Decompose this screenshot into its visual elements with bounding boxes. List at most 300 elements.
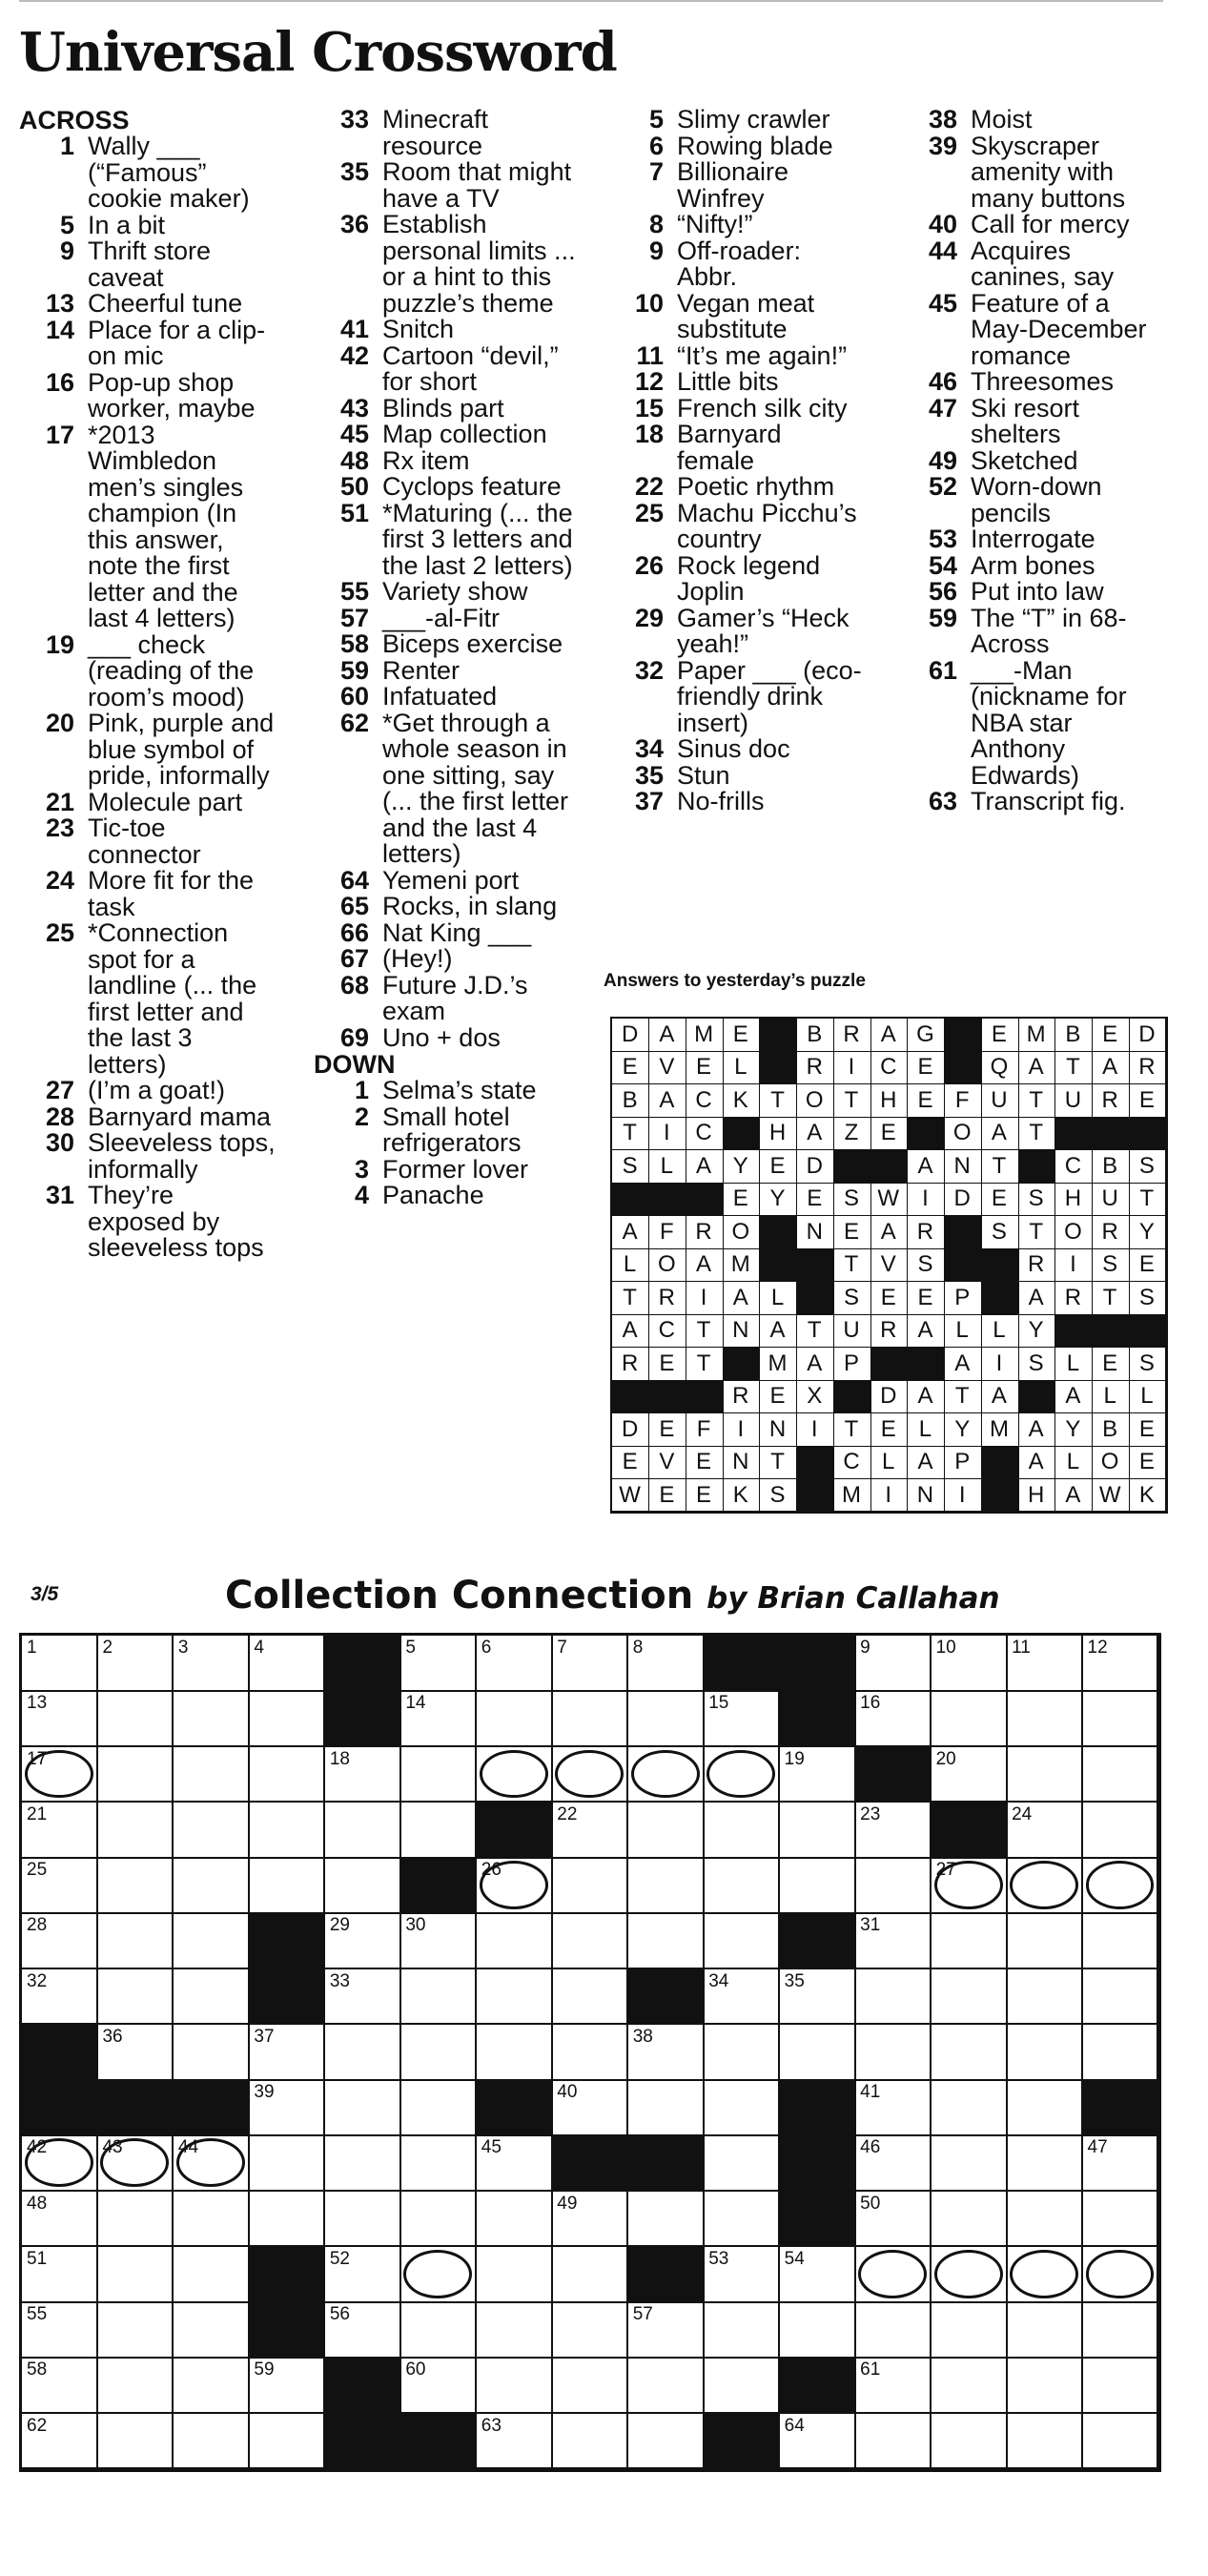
grid-cell[interactable] bbox=[1007, 2302, 1083, 2359]
grid-cell[interactable] bbox=[628, 2414, 705, 2470]
grid-cell[interactable] bbox=[174, 1691, 250, 1747]
answer-letter: L bbox=[945, 1314, 982, 1348]
grid-cell[interactable] bbox=[1083, 1803, 1159, 1859]
clue-number: 5 bbox=[648, 105, 664, 134]
clue bbox=[314, 1183, 590, 1209]
grid-cell[interactable] bbox=[1007, 2025, 1083, 2081]
grid-cell[interactable] bbox=[1007, 2414, 1083, 2470]
grid-cell[interactable] bbox=[22, 1747, 98, 1803]
clue-text: French silk city bbox=[677, 393, 848, 422]
grid-cell[interactable] bbox=[1007, 2358, 1083, 2414]
clue bbox=[314, 393, 590, 422]
clue-number: 19 bbox=[45, 629, 74, 659]
grid-cell[interactable] bbox=[780, 1803, 856, 1859]
grid-cell[interactable] bbox=[855, 1691, 932, 1747]
grid-cell[interactable] bbox=[704, 1858, 780, 1914]
grid-cell[interactable] bbox=[855, 2135, 932, 2192]
answer-letter: I bbox=[870, 1479, 908, 1513]
grid-cell[interactable] bbox=[932, 2302, 1008, 2359]
grid-cell[interactable] bbox=[780, 1858, 856, 1914]
grid-cell[interactable] bbox=[400, 1803, 477, 1859]
clue-text: No-frills bbox=[677, 787, 765, 815]
clue bbox=[314, 474, 590, 501]
grid-cell[interactable] bbox=[932, 1969, 1008, 2026]
grid-cell[interactable] bbox=[477, 2302, 553, 2359]
answer-letter: Y bbox=[945, 1413, 982, 1447]
answer-black-square bbox=[1129, 1314, 1166, 1348]
grid-cell[interactable] bbox=[174, 2414, 250, 2470]
grid-cell[interactable] bbox=[552, 2358, 628, 2414]
grid-cell[interactable] bbox=[932, 2247, 1008, 2303]
grid-cell[interactable] bbox=[174, 2302, 250, 2359]
clue-text: Sketched bbox=[971, 445, 1078, 475]
grid-cell[interactable] bbox=[855, 1913, 932, 1969]
grid-cell[interactable] bbox=[1083, 2025, 1159, 2081]
grid-cell[interactable] bbox=[628, 2192, 705, 2248]
grid-cell[interactable] bbox=[477, 1858, 553, 1914]
grid-cell[interactable] bbox=[704, 1913, 780, 1969]
grid-cell[interactable] bbox=[780, 2414, 856, 2470]
grid-cell[interactable] bbox=[855, 2247, 932, 2303]
grid-cell[interactable] bbox=[477, 2358, 553, 2414]
grid-cell[interactable] bbox=[855, 2414, 932, 2470]
grid-cell[interactable] bbox=[400, 2025, 477, 2081]
grid-cell[interactable] bbox=[628, 1636, 705, 1692]
grid-cell[interactable] bbox=[628, 2302, 705, 2359]
grid-cell[interactable] bbox=[932, 1858, 1008, 1914]
grid-cell[interactable] bbox=[325, 1858, 401, 1914]
clue bbox=[608, 603, 866, 658]
answer-black-square bbox=[760, 1051, 797, 1084]
grid-cell[interactable] bbox=[325, 1913, 401, 1969]
grid-cell[interactable] bbox=[325, 2192, 401, 2248]
grid-cell[interactable] bbox=[249, 2192, 325, 2248]
clue-number: 27 bbox=[45, 1076, 74, 1104]
grid-cell[interactable] bbox=[1083, 1747, 1159, 1803]
answer-letter: E bbox=[723, 1183, 760, 1216]
answer-letter: H bbox=[1055, 1183, 1093, 1216]
clue bbox=[608, 422, 866, 474]
answer-letter: M bbox=[723, 1248, 760, 1282]
grid-cell[interactable] bbox=[1007, 1913, 1083, 1969]
grid-cell[interactable] bbox=[325, 1969, 401, 2026]
grid-cell[interactable] bbox=[704, 1969, 780, 2026]
clue-number: 66 bbox=[339, 917, 369, 947]
answer-black-square bbox=[1018, 1380, 1055, 1413]
grid-cell[interactable] bbox=[552, 1969, 628, 2026]
grid-cell[interactable] bbox=[325, 1747, 401, 1803]
grid-cell[interactable] bbox=[1007, 2080, 1083, 2136]
grid-cell[interactable] bbox=[1083, 2192, 1159, 2248]
clue-text: “It’s me again!” bbox=[677, 340, 848, 370]
grid-cell[interactable] bbox=[628, 1747, 705, 1803]
grid-cell[interactable] bbox=[477, 2135, 553, 2192]
answer-black-square bbox=[1055, 1117, 1093, 1150]
grid-cell[interactable] bbox=[400, 1636, 477, 1692]
grid-cell[interactable] bbox=[628, 1858, 705, 1914]
grid-cell[interactable] bbox=[780, 1747, 856, 1803]
grid-cell[interactable] bbox=[477, 2247, 553, 2303]
grid-cell[interactable] bbox=[552, 2025, 628, 2081]
grid-cell[interactable] bbox=[1083, 2302, 1159, 2359]
grid-cell[interactable] bbox=[97, 2247, 174, 2303]
grid-cell[interactable] bbox=[1007, 2247, 1083, 2303]
clue-number: 9 bbox=[59, 237, 74, 265]
answer-letter: T bbox=[760, 1446, 797, 1479]
black-square bbox=[400, 1858, 477, 1914]
grid-cell[interactable] bbox=[97, 2302, 174, 2359]
answer-letter: I bbox=[981, 1348, 1018, 1381]
grid-cell[interactable] bbox=[249, 2414, 325, 2470]
grid-cell[interactable] bbox=[628, 1913, 705, 1969]
grid-cell[interactable] bbox=[249, 2135, 325, 2192]
grid-cell[interactable] bbox=[174, 2025, 250, 2081]
clue-text: Infatuated bbox=[382, 682, 498, 711]
grid-cell[interactable] bbox=[704, 2192, 780, 2248]
grid-cell[interactable] bbox=[400, 1969, 477, 2026]
grid-cell[interactable] bbox=[628, 1803, 705, 1859]
grid-cell[interactable] bbox=[477, 1747, 553, 1803]
grid-cell[interactable] bbox=[325, 2135, 401, 2192]
grid-cell[interactable] bbox=[855, 2358, 932, 2414]
grid-cell[interactable] bbox=[932, 2192, 1008, 2248]
grid-cell[interactable] bbox=[855, 2080, 932, 2136]
grid-cell[interactable] bbox=[249, 1636, 325, 1692]
grid-cell[interactable] bbox=[855, 2192, 932, 2248]
clue-text: Pink, purple and blue symbol of pride, informally bbox=[88, 709, 275, 790]
grid-cell[interactable] bbox=[22, 1803, 98, 1859]
grid-cell[interactable] bbox=[97, 1691, 174, 1747]
clue-number: 6 bbox=[648, 131, 664, 160]
grid-cell[interactable] bbox=[855, 1969, 932, 2026]
clue bbox=[19, 1104, 276, 1131]
grid-cell[interactable] bbox=[97, 1803, 174, 1859]
grid-cell[interactable] bbox=[704, 2135, 780, 2192]
black-square bbox=[249, 2247, 325, 2303]
grid-cell[interactable] bbox=[552, 2192, 628, 2248]
grid-cell[interactable] bbox=[174, 1858, 250, 1914]
grid-cell[interactable] bbox=[704, 2247, 780, 2303]
cell-number: 5 bbox=[405, 1638, 416, 1658]
grid-cell[interactable] bbox=[1083, 2414, 1159, 2470]
answer-letter: S bbox=[1093, 1248, 1130, 1282]
grid-cell[interactable] bbox=[477, 1636, 553, 1692]
clue-number: 33 bbox=[339, 105, 369, 134]
grid-cell[interactable] bbox=[704, 1803, 780, 1859]
answer-letter: N bbox=[908, 1479, 945, 1513]
answer-letter: E bbox=[908, 1084, 945, 1118]
clue-text: Variety show bbox=[382, 577, 528, 606]
clue bbox=[902, 288, 1169, 370]
grid-cell[interactable] bbox=[552, 2414, 628, 2470]
grid-cell[interactable] bbox=[1007, 1803, 1083, 1859]
grid-cell[interactable] bbox=[1083, 1913, 1159, 1969]
grid-cell[interactable] bbox=[477, 1691, 553, 1747]
grid-cell[interactable] bbox=[249, 2358, 325, 2414]
grid-cell[interactable] bbox=[97, 1747, 174, 1803]
answer-letter: X bbox=[797, 1380, 834, 1413]
grid-cell[interactable] bbox=[22, 2135, 98, 2192]
grid-cell[interactable] bbox=[174, 2192, 250, 2248]
answer-letter: E bbox=[981, 1183, 1018, 1216]
grid-cell[interactable] bbox=[552, 1747, 628, 1803]
clue-text: Cheerful tune bbox=[88, 289, 243, 318]
grid-cell[interactable] bbox=[22, 2192, 98, 2248]
clue-number: 4 bbox=[354, 1181, 369, 1209]
grid-cell[interactable] bbox=[1007, 2135, 1083, 2192]
clue-number: 31 bbox=[45, 1181, 74, 1209]
grid-cell[interactable] bbox=[855, 1636, 932, 1692]
grid-cell[interactable] bbox=[932, 2080, 1008, 2136]
grid-cell[interactable] bbox=[22, 1691, 98, 1747]
clue-text: Establish personal limits ... or a hint to this puzzle’s theme bbox=[382, 210, 576, 318]
grid-cell[interactable] bbox=[477, 1969, 553, 2026]
grid-cell[interactable] bbox=[22, 1913, 98, 1969]
grid-cell[interactable] bbox=[552, 2247, 628, 2303]
clue-number: 12 bbox=[634, 367, 664, 396]
circle-marker bbox=[480, 1750, 548, 1799]
grid-cell[interactable] bbox=[174, 1803, 250, 1859]
clue-number: 16 bbox=[45, 367, 74, 397]
grid-cell[interactable] bbox=[400, 1691, 477, 1747]
cell-number: 52 bbox=[329, 2248, 350, 2269]
grid-cell[interactable] bbox=[855, 1803, 932, 1859]
grid-cell[interactable] bbox=[400, 2302, 477, 2359]
grid-cell[interactable] bbox=[1007, 2192, 1083, 2248]
clue-text: Ski resort shelters bbox=[971, 393, 1080, 448]
clue bbox=[314, 340, 590, 396]
grid-cell[interactable] bbox=[552, 2302, 628, 2359]
answer-letter: R bbox=[1055, 1282, 1093, 1315]
grid-cell[interactable] bbox=[1083, 2247, 1159, 2303]
grid-cell[interactable] bbox=[174, 1913, 250, 1969]
cell-number: 12 bbox=[1087, 1638, 1108, 1658]
grid-cell[interactable] bbox=[1007, 1747, 1083, 1803]
grid-cell[interactable] bbox=[97, 2025, 174, 2081]
answer-letter: R bbox=[908, 1216, 945, 1249]
clue-number: 60 bbox=[339, 682, 369, 711]
cell-number: 38 bbox=[632, 2026, 653, 2047]
cell-number: 55 bbox=[27, 2304, 48, 2325]
grid-cell[interactable] bbox=[552, 1913, 628, 1969]
grid-cell[interactable] bbox=[97, 2358, 174, 2414]
grid-cell[interactable] bbox=[704, 2025, 780, 2081]
grid-cell[interactable] bbox=[628, 1691, 705, 1747]
clue-text: Little bits bbox=[677, 367, 779, 396]
grid-cell[interactable] bbox=[97, 2135, 174, 2192]
grid-cell[interactable] bbox=[325, 1803, 401, 1859]
grid-cell[interactable] bbox=[22, 2358, 98, 2414]
grid-cell[interactable] bbox=[22, 2414, 98, 2470]
grid-cell[interactable] bbox=[552, 1636, 628, 1692]
grid-cell[interactable] bbox=[325, 2247, 401, 2303]
cell-number: 6 bbox=[481, 1638, 492, 1658]
clue bbox=[19, 920, 276, 1078]
black-square bbox=[780, 2192, 856, 2248]
black-square bbox=[780, 2135, 856, 2192]
grid-cell[interactable] bbox=[932, 1691, 1008, 1747]
answer-letter: E bbox=[1129, 1084, 1166, 1118]
grid-cell[interactable] bbox=[1083, 2358, 1159, 2414]
answer-letter: R bbox=[870, 1314, 908, 1348]
answer-black-square bbox=[1093, 1314, 1130, 1348]
clue-number: 62 bbox=[339, 708, 369, 737]
grid-cell[interactable] bbox=[1083, 1636, 1159, 1692]
answer-black-square bbox=[649, 1380, 686, 1413]
answer-letter: U bbox=[981, 1084, 1018, 1118]
grid-cell[interactable] bbox=[22, 2247, 98, 2303]
clue-text: Blinds part bbox=[382, 393, 504, 422]
grid-cell[interactable] bbox=[97, 1913, 174, 1969]
grid-cell[interactable] bbox=[932, 2135, 1008, 2192]
grid-cell[interactable] bbox=[174, 1636, 250, 1692]
cell-number: 60 bbox=[405, 2360, 426, 2380]
cell-number: 11 bbox=[1012, 1638, 1031, 1658]
grid-cell[interactable] bbox=[97, 1969, 174, 2026]
answer-letter: I bbox=[797, 1413, 834, 1447]
grid-cell[interactable] bbox=[477, 1913, 553, 1969]
cell-number: 33 bbox=[329, 1970, 350, 1991]
clue-number: 35 bbox=[339, 157, 369, 186]
grid-cell[interactable] bbox=[552, 2080, 628, 2136]
grid-cell[interactable] bbox=[780, 2025, 856, 2081]
grid-cell[interactable] bbox=[932, 2025, 1008, 2081]
grid-cell[interactable] bbox=[628, 2080, 705, 2136]
clue bbox=[902, 579, 1169, 606]
black-square bbox=[325, 1636, 401, 1692]
clue-text: (Hey!) bbox=[382, 944, 453, 973]
grid-cell[interactable] bbox=[174, 2135, 250, 2192]
grid-cell[interactable] bbox=[400, 1747, 477, 1803]
grid-cell[interactable] bbox=[855, 2302, 932, 2359]
clue-text: Rowing blade bbox=[677, 131, 833, 160]
clue-number: 5 bbox=[59, 210, 74, 239]
answer-letter: A bbox=[1055, 1380, 1093, 1413]
grid-cell[interactable] bbox=[174, 1747, 250, 1803]
grid-cell[interactable] bbox=[400, 2192, 477, 2248]
clue-text: Sinus doc bbox=[677, 734, 790, 763]
answer-letter: D bbox=[612, 1019, 649, 1052]
grid-cell[interactable] bbox=[174, 2247, 250, 2303]
answer-letter: R bbox=[797, 1051, 834, 1084]
clue-number: 1 bbox=[59, 132, 74, 160]
grid-cell[interactable] bbox=[400, 2080, 477, 2136]
black-square bbox=[325, 2414, 401, 2470]
grid-cell[interactable] bbox=[325, 2302, 401, 2359]
clue-number: 65 bbox=[339, 892, 369, 920]
grid-cell[interactable] bbox=[628, 2358, 705, 2414]
grid-cell[interactable] bbox=[628, 2025, 705, 2081]
grid-cell[interactable] bbox=[1083, 1969, 1159, 2026]
grid-cell[interactable] bbox=[174, 2358, 250, 2414]
grid-cell[interactable] bbox=[1083, 1858, 1159, 1914]
grid-cell[interactable] bbox=[400, 2358, 477, 2414]
answer-letter: M bbox=[760, 1348, 797, 1381]
grid-cell[interactable] bbox=[22, 2302, 98, 2359]
grid-cell[interactable] bbox=[932, 2358, 1008, 2414]
grid-cell[interactable] bbox=[97, 1636, 174, 1692]
grid-cell[interactable] bbox=[249, 2025, 325, 2081]
grid-cell[interactable] bbox=[22, 1636, 98, 1692]
grid-cell[interactable] bbox=[780, 1969, 856, 2026]
grid-cell[interactable] bbox=[249, 1691, 325, 1747]
answer-letter: A bbox=[1093, 1051, 1130, 1084]
grid-cell[interactable] bbox=[325, 2025, 401, 2081]
answer-black-square bbox=[797, 1446, 834, 1479]
grid-cell[interactable] bbox=[1007, 1691, 1083, 1747]
grid-cell[interactable] bbox=[704, 1691, 780, 1747]
answer-letter: D bbox=[945, 1183, 982, 1216]
grid-cell[interactable] bbox=[932, 1747, 1008, 1803]
grid-cell[interactable] bbox=[855, 2025, 932, 2081]
grid-cell[interactable] bbox=[1007, 1636, 1083, 1692]
grid-cell[interactable] bbox=[249, 1858, 325, 1914]
cell-number: 7 bbox=[557, 1638, 567, 1658]
grid-cell[interactable] bbox=[97, 2192, 174, 2248]
clue-text: Map collection bbox=[382, 420, 547, 448]
cell-number: 31 bbox=[860, 1915, 881, 1936]
grid-cell[interactable] bbox=[22, 1969, 98, 2026]
answer-letter: C bbox=[1055, 1150, 1093, 1184]
grid-cell[interactable] bbox=[249, 1803, 325, 1859]
circle-marker bbox=[403, 2250, 472, 2298]
grid-cell[interactable] bbox=[477, 2192, 553, 2248]
grid-cell[interactable] bbox=[400, 1913, 477, 1969]
grid-cell[interactable] bbox=[174, 1969, 250, 2026]
grid-cell[interactable] bbox=[97, 1858, 174, 1914]
grid-cell[interactable] bbox=[704, 2302, 780, 2359]
grid-cell[interactable] bbox=[1007, 1969, 1083, 2026]
answer-letter: E bbox=[686, 1051, 723, 1084]
answer-letter: A bbox=[1055, 1479, 1093, 1513]
grid-cell[interactable] bbox=[477, 2025, 553, 2081]
clue-number: 63 bbox=[928, 787, 957, 815]
circle-marker bbox=[1010, 2250, 1078, 2298]
grid-cell[interactable] bbox=[704, 1747, 780, 1803]
grid-cell[interactable] bbox=[325, 2080, 401, 2136]
grid-cell[interactable] bbox=[704, 2080, 780, 2136]
grid-cell[interactable] bbox=[780, 2247, 856, 2303]
clue-number: 59 bbox=[339, 655, 369, 685]
answer-letter: M bbox=[1018, 1019, 1055, 1052]
grid-cell[interactable] bbox=[552, 1803, 628, 1859]
grid-cell[interactable] bbox=[1083, 1691, 1159, 1747]
clue-number: 45 bbox=[928, 288, 957, 318]
grid-cell[interactable] bbox=[855, 1858, 932, 1914]
grid-cell[interactable] bbox=[1007, 1858, 1083, 1914]
grid-cell[interactable] bbox=[22, 1858, 98, 1914]
grid-cell[interactable] bbox=[400, 2135, 477, 2192]
grid-cell[interactable] bbox=[704, 2358, 780, 2414]
grid-cell[interactable] bbox=[249, 2080, 325, 2136]
grid-cell[interactable] bbox=[780, 2302, 856, 2359]
grid-cell[interactable] bbox=[477, 2414, 553, 2470]
clue-number: 39 bbox=[928, 131, 957, 160]
clue-text: Nat King ___ bbox=[382, 917, 532, 947]
grid-cell[interactable] bbox=[552, 1858, 628, 1914]
grid-cell[interactable] bbox=[249, 1747, 325, 1803]
grid-cell[interactable] bbox=[400, 2247, 477, 2303]
grid-cell[interactable] bbox=[932, 1913, 1008, 1969]
clue-text: Yemeni port bbox=[382, 865, 520, 895]
grid-cell[interactable] bbox=[1083, 2135, 1159, 2192]
grid-cell[interactable] bbox=[97, 2414, 174, 2470]
cell-number: 14 bbox=[405, 1693, 426, 1714]
grid-cell[interactable] bbox=[552, 1691, 628, 1747]
grid-cell[interactable] bbox=[932, 1636, 1008, 1692]
grid-cell[interactable] bbox=[932, 2414, 1008, 2470]
answer-letter: A bbox=[686, 1248, 723, 1282]
